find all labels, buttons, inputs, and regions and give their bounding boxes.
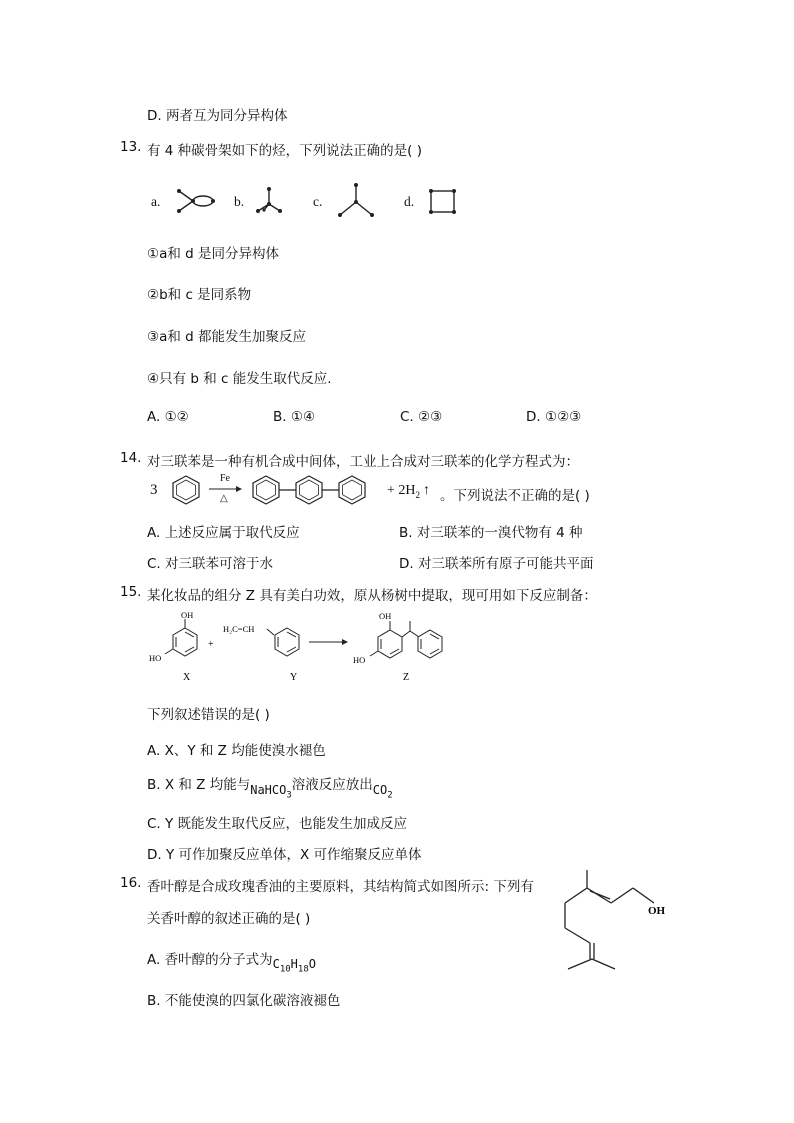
q15-reaction-diagram xyxy=(145,608,475,688)
heat-symbol: △ xyxy=(220,493,228,504)
q15-number: 15. xyxy=(120,584,142,600)
h2-subscript: 2 xyxy=(415,489,421,500)
geraniol-structure-diagram xyxy=(560,866,680,970)
q15-option-a: A. X、Y 和 Z 均能使溴水褪色 xyxy=(147,743,326,759)
skeleton-c-diagram xyxy=(336,182,376,222)
q15-b-text: B. X 和 Z 均能与 xyxy=(147,777,251,793)
plus-sign: + xyxy=(208,639,214,650)
q13-option-a: A. ①② xyxy=(147,409,189,425)
y-vinyl-label: H₂C=CH xyxy=(223,624,255,634)
q13-label-a: a. xyxy=(151,194,161,209)
skeleton-a-diagram xyxy=(172,186,218,216)
skeleton-d-diagram xyxy=(428,188,458,216)
q16-option-b: B. 不能使溴的四氯化碳溶液褪色 xyxy=(147,993,341,1009)
label-x: X xyxy=(183,672,191,683)
q14-option-d: D. 对三联苯所有原子可能共平面 xyxy=(399,556,594,572)
q13-statement-3: ③a和 d 都能发生加聚反应 xyxy=(147,329,307,345)
benzene-reactant-icon xyxy=(168,473,204,507)
terphenyl-product-diagram xyxy=(248,473,378,507)
label-z: Z xyxy=(403,672,410,683)
q16-number: 16. xyxy=(120,875,142,891)
co2-formula: $CO_2$ xyxy=(372,783,393,801)
geraniol-oh-label: OH xyxy=(648,905,666,917)
q15-option-b xyxy=(147,773,393,801)
q13-statement-4: ④只有 b 和 c 能发生取代反应. xyxy=(147,371,332,387)
hydrogen-byproduct xyxy=(387,483,430,500)
x-oh-label: OH xyxy=(181,610,194,620)
q15-b-mid: 溶液反应放出 xyxy=(291,777,373,793)
q13-label-d: d. xyxy=(404,194,415,209)
q16-stem-line2: 关香叶醇的叙述正确的是( ) xyxy=(147,911,311,927)
z-oh-label: OH xyxy=(379,611,392,621)
q16-a-text: A. 香叶醇的分子式为 xyxy=(147,952,273,968)
skeleton-b-diagram xyxy=(254,186,284,216)
q15-question: 下列叙述错误的是( ) xyxy=(147,707,270,723)
q16-option-a xyxy=(147,948,316,975)
q13-label-b: b. xyxy=(234,194,245,209)
geraniol-formula: $C_{10}H_{18}O$ xyxy=(272,957,316,975)
q13-statement-1: ①a和 d 是同分异构体 xyxy=(147,246,280,262)
x-ho-label: HO xyxy=(149,653,162,663)
nahco3-formula: NaHCO$_3$ xyxy=(250,783,292,801)
q15-stem: 某化妆品的组分 Z 具有美白功效，原从杨树中提取，现可用如下反应制备： xyxy=(147,588,597,604)
q13-label-c: c. xyxy=(313,194,323,209)
q13-number: 13. xyxy=(120,139,142,155)
q13-option-b: B. ①④ xyxy=(273,409,316,425)
q14-option-b: B. 对三联苯的一溴代物有 4 种 xyxy=(399,525,583,541)
q15-option-d: D. Y 可作加聚反应单体，X 可作缩聚反应单体 xyxy=(147,847,422,863)
q13-option-c: C. ②③ xyxy=(400,409,443,425)
gas-arrow: ↑ xyxy=(423,483,431,498)
label-y: Y xyxy=(290,672,298,683)
q15-option-c: C. Y 既能发生取代反应，也能发生加成反应 xyxy=(147,816,408,832)
q12-option-d: D. 两者互为同分异构体 xyxy=(147,108,288,124)
q13-statement-2: ②b和 c 是同系物 xyxy=(147,287,252,303)
q14-stem-tail: 。下列说法不正确的是( ) xyxy=(440,488,590,504)
q14-option-c: C. 对三联苯可溶于水 xyxy=(147,556,274,572)
q14-option-a: A. 上述反应属于取代反应 xyxy=(147,525,300,541)
q14-number: 14. xyxy=(120,450,142,466)
q14-coefficient: 3 xyxy=(150,482,158,498)
q13-option-d: D. ①②③ xyxy=(526,409,582,425)
q16-stem-line1: 香叶醇是合成玫瑰香油的主要原料，其结构简式如图所示: 下列有 xyxy=(147,879,534,895)
z-ho-label: HO xyxy=(353,655,366,665)
q14-stem: 对三联苯是一种有机合成中间体，工业上合成对三联苯的化学方程式为： xyxy=(147,454,579,470)
h2-formula: + 2H xyxy=(387,483,416,498)
catalyst-label: Fe xyxy=(220,473,230,484)
q13-stem: 有 4 种碳骨架如下的烃，下列说法正确的是( ) xyxy=(147,143,422,159)
